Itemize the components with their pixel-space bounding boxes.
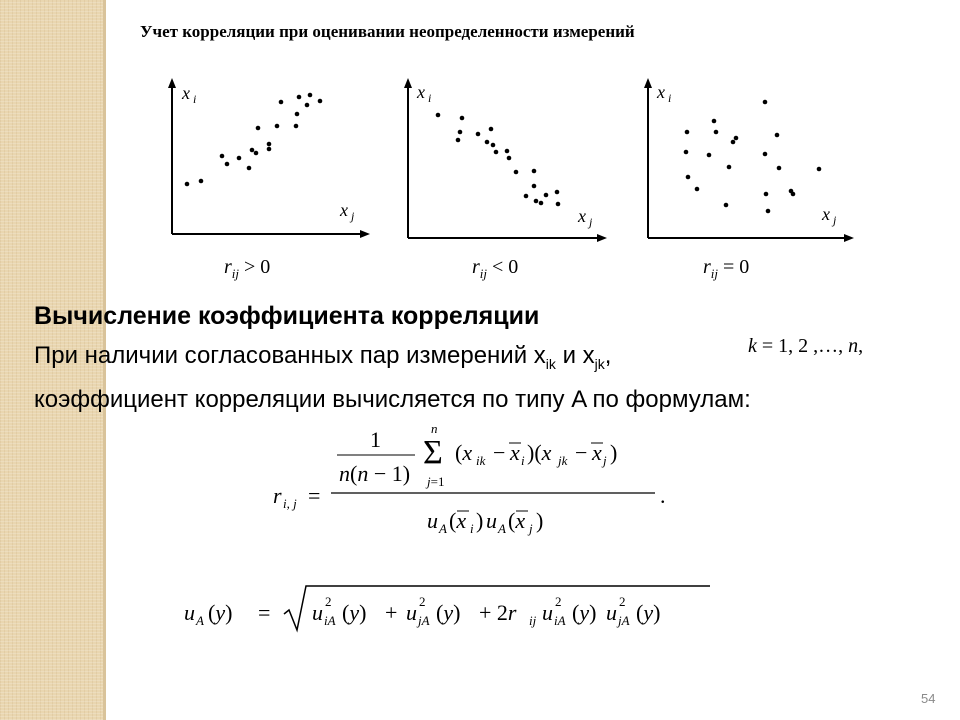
svg-text:(x: (x (508, 508, 526, 533)
svg-text:i: i (470, 521, 474, 536)
svg-text:j: j (529, 521, 533, 536)
scatter-plot-positive (160, 78, 370, 240)
slide-title: Учет корреляции при оценивании неопределенности измерений (140, 22, 635, 41)
svg-text:i, j: i, j (283, 496, 297, 511)
svg-text:): ) (536, 508, 544, 533)
svg-text:iA: iA (554, 613, 566, 628)
svg-text:u: u (312, 600, 323, 625)
svg-text:): ) (610, 440, 618, 465)
svg-text:A: A (196, 613, 204, 628)
svg-text:2: 2 (555, 594, 562, 609)
svg-text:jA: jA (618, 613, 630, 628)
svg-text:2: 2 (325, 594, 332, 609)
svg-text:j: j (603, 453, 607, 468)
svg-text:jA: jA (418, 613, 430, 628)
y-axis-subscript: i (428, 91, 432, 105)
data-points (684, 100, 822, 214)
y-axis-label: x (417, 82, 425, 102)
svg-text:u: u (184, 600, 195, 625)
svg-text:u: u (486, 508, 497, 533)
svg-text:=: = (258, 600, 271, 625)
svg-text:Σ: Σ (423, 434, 443, 471)
data-points (436, 113, 561, 207)
svg-text:A: A (498, 521, 506, 536)
y-axis-label: x (182, 83, 190, 103)
x-axis-label: x (822, 204, 830, 224)
condition-label-positive: $r_{ij} > 0$ (224, 256, 271, 281)
svg-text:): ) (476, 508, 484, 533)
condition-label-negative: $r_{ij} < 0$ (472, 256, 519, 281)
svg-text:iA: iA (324, 613, 336, 628)
y-axis-subscript: i (193, 92, 197, 106)
data-points (185, 93, 323, 187)
svg-text:(y): (y) (436, 600, 461, 625)
svg-text:u: u (542, 600, 553, 625)
svg-text:j=1: j=1 (427, 474, 445, 489)
svg-text:(x: (x (455, 440, 473, 465)
svg-text:2: 2 (619, 594, 626, 609)
y-axis-label: x (657, 82, 665, 102)
condition-label-zero: $r_{ij} = 0$ (703, 256, 750, 281)
x-axis-subscript: j (351, 209, 355, 223)
svg-text:i: i (521, 453, 525, 468)
paragraph-line-2: коэффициент корреляции вычисляется по типу A по формулам: (34, 386, 751, 413)
svg-text:)(x: )(x (527, 440, 552, 465)
correlation-coefficient-formula (265, 418, 685, 548)
paragraph-line-1: При наличии согласованных пар измерений $x_{ik}$ и $x_{jk}$, (34, 342, 612, 372)
svg-text:(y): (y) (342, 600, 367, 625)
svg-text:2: 2 (419, 594, 426, 609)
svg-text:jk: jk (558, 453, 568, 468)
svg-text:ij: ij (529, 613, 537, 628)
section-heading: Вычисление коэффициента корреляции (34, 302, 540, 330)
x-axis-label: x (340, 200, 348, 220)
page-number: 54 (921, 691, 936, 706)
svg-text:A: A (439, 521, 447, 536)
svg-text:u: u (406, 600, 417, 625)
svg-text:(x: (x (449, 508, 467, 533)
svg-text:n(n − 1): n(n − 1) (339, 461, 411, 486)
svg-text:−: − (493, 440, 506, 465)
scatter-plot-zero (640, 78, 856, 242)
svg-text:x: x (592, 440, 602, 465)
x-axis-subscript: j (589, 215, 593, 229)
svg-text:u: u (427, 508, 438, 533)
svg-text:r: r (273, 483, 282, 508)
svg-text:x: x (510, 440, 520, 465)
svg-text:(y): (y) (572, 600, 597, 625)
svg-text:=: = (308, 483, 321, 508)
svg-text:−: − (575, 440, 588, 465)
scatter-plot-negative (398, 78, 608, 242)
svg-text:u: u (606, 600, 617, 625)
svg-text:+ 2r: + 2r (479, 600, 517, 625)
y-axis-subscript: i (668, 91, 672, 105)
svg-text:(y): (y) (636, 600, 661, 625)
svg-text:1: 1 (370, 427, 381, 452)
uncertainty-formula (180, 578, 720, 638)
svg-text:n: n (431, 421, 438, 436)
x-axis-subscript: j (833, 213, 837, 227)
x-axis-label: x (578, 206, 586, 226)
svg-text:+: + (385, 600, 398, 625)
svg-text:.: . (660, 483, 666, 508)
svg-text:ik: ik (476, 453, 486, 468)
index-range: k = 1, 2 ,…, n, (748, 335, 864, 357)
svg-text:(y): (y) (208, 600, 233, 625)
